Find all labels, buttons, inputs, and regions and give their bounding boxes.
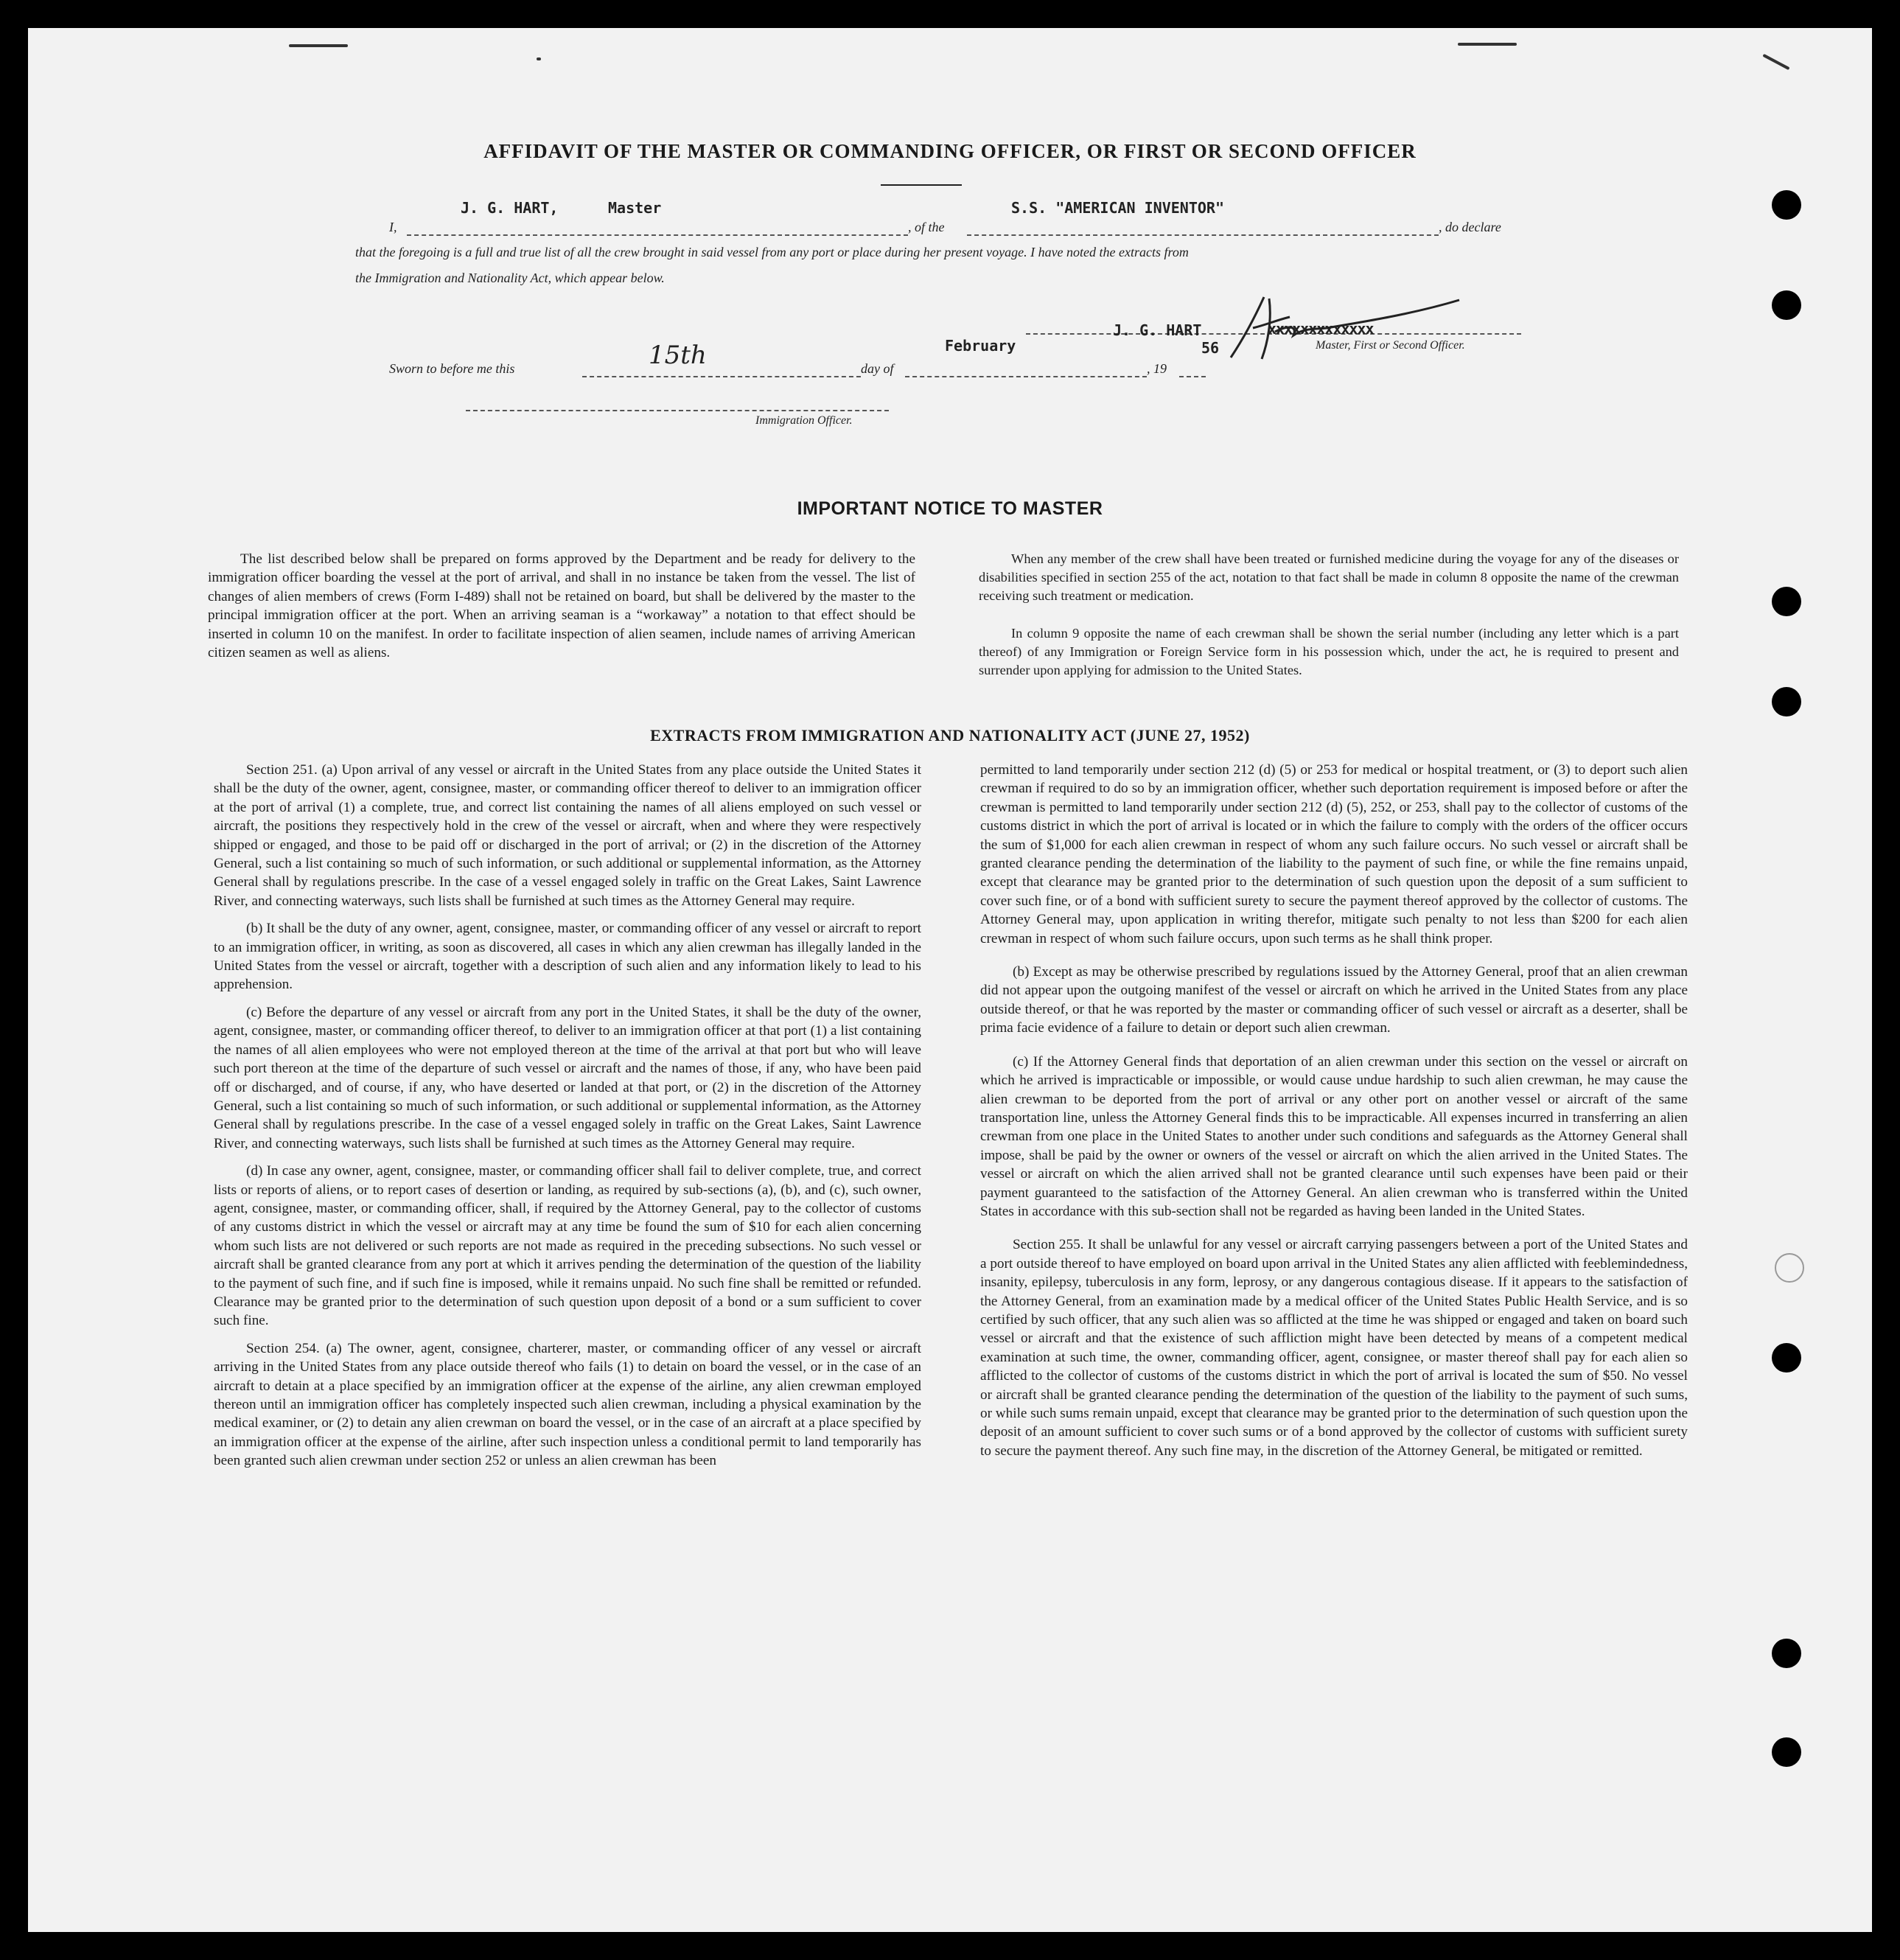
notice-title: IMPORTANT NOTICE TO MASTER — [797, 498, 1103, 519]
declarant-blank — [407, 234, 908, 236]
declaration-line-1: that the foregoing is a full and true list of all the crew brought in said vessel from any port or place during her present voyage. I have noted the extracts from — [355, 245, 1189, 259]
sworn-label: Sworn to before me this — [389, 361, 515, 376]
punch-hole — [1772, 587, 1801, 616]
extracts-left-column — [214, 761, 921, 1479]
year-typed: 56 — [1201, 339, 1220, 357]
title-rule — [881, 184, 962, 186]
year-label: , 19 — [1147, 361, 1167, 376]
section-254-c: (c) If the Attorney General finds that deportation of an alien crewman under this section on the vessel or aircraft on which he arrived is impracticable or impossible, or would cause undue hardship to such alien crewman, he may cause the alien crewman to be deported from the port of arrival or any other port on another vessel or aircraft of the same transportation line, unless the Attorney General finds this to be impracticable. All expenses incurred in transferring an alien crewman from one place in the United States to another under such conditions and safeguards as the Attorney General shall impose, shall be paid by the owner or owners of the vessel or aircraft on which the alien arrived in the United States. The vessel or aircraft on which the alien arrived shall not be granted clearance until such expenses have been paid or their payment guaranteed to the satisfaction of the Attorney General. An alien crewman who is transferred within the United States in accordance with this sub-section shall not be regarded as having been landed in the United States. — [980, 1053, 1688, 1219]
section-251-a: Section 251. (a) Upon arrival of any vessel or aircraft in the United States from any place outside the United States it shall be the duty of the owner, agent, consignee, master, or commanding officer thereof to deliver to an immigration officer at the port of arrival (1) a complete, true, and correct list containing the names of all aliens employed on such vessel or aircraft, the positions they respectively hold in the crew of the vessel or aircraft, when and where they were respectively shipped or engaged, and those to be paid off or discharged in the port of arrival; or (2) in the discretion of the Attorney General, such a list containing so much of such information, or such additional or supplemental information, as the Attorney General shall by regulations prescribe. In the case of a vessel engaged solely in traffic on the Great Lakes, Saint Lawrence River, and connecting waterways, such lists shall be furnished at such times as the Attorney General may require. — [214, 762, 921, 909]
master-rank-typed: Master — [608, 199, 662, 217]
signature-label: Master, First or Second Officer. — [1316, 339, 1465, 352]
do-declare-label: , do declare — [1439, 220, 1501, 234]
affidavit-title: AFFIDAVIT OF THE MASTER OR COMMANDING OFFICER, OR FIRST OR SECOND OFFICER — [483, 140, 1417, 162]
notice-right-paragraph-1: When any member of the crew shall have been treated or furnished medicine during the voyage for any of the diseases or disabilities specified in section 255 of the act, notation to that fact shall be made in column 8 opposite the name of the crewman receiving such treatment or medication. — [979, 551, 1679, 604]
punch-hole — [1772, 1737, 1801, 1767]
section-251-b: (b) It shall be the duty of any owner, agent, consignee, master, or commanding officer of any vessel or aircraft to report to an immigration officer, in writing, as soon as discovered, all cases in which any alien crewman has illegally landed in the United States from the vessel or aircraft, together with a description of such alien and any information likely to lead to his apprehension. — [214, 921, 921, 993]
struck-through-text: xxxxxxxxxxxxx — [1268, 320, 1374, 338]
punch-hole — [1772, 1639, 1801, 1668]
day-of-label: day of — [861, 361, 894, 376]
section-254-a: Section 254. (a) The owner, agent, consignee, charterer, master, or commanding officer of any vessel or aircraft arriving in the United States from any place outside thereof who fails (1) to detain on board the vessel, or in the case of an aircraft to detain at a place specified by an immigration officer at the expense of the airline, any alien crewman employed thereon until an immigration officer has completely inspected such alien crewman, including a physical examination by the medical examiner, or (2) to detain any alien crewman on board the vessel, or in the case of an aircraft at a place specified by an immigration officer at the expense of the airline, after such inspection unless a conditional permit to land temporarily has been granted such alien crewman under section 252 or unless an alien crewman has been — [214, 1340, 921, 1469]
punch-hole — [1772, 190, 1801, 220]
section-254-b: (b) Except as may be otherwise prescribed by regulations issued by the Attorney General, proof that an alien crewman did not appear upon the outgoing manifest of the vessel or aircraft on which he arrived in the United States from any place outside thereof, or that he was reported by the master or commanding officer of such vessel or aircraft as a deserter, shall be prima facie evidence of a failure to detain or deport such alien crewman. — [980, 964, 1688, 1036]
scan-speck — [537, 57, 541, 60]
punch-hole-outline — [1775, 1253, 1804, 1283]
notice-left-paragraph: The list described below shall be prepared on forms approved by the Department and be ready for delivery to the immigration officer boarding the vessel at the port of arrival, and shall in no instance be taken from the vessel. The list of changes of alien members of crews (Form I-489) shall not be retained on board, but shall be delivered by the master to the principal immigration officer at the port. When an arriving seaman is a “workaway” a notation to that effect should be inserted in column 10 on the manifest. In order to facilitate inspection of alien seamen, include names of arriving American citizen seamen as well as aliens. — [208, 551, 915, 661]
officer-label: Immigration Officer. — [755, 414, 853, 427]
punch-hole — [1772, 290, 1801, 320]
declaration-line-2: the Immigration and Nationality Act, which appear below. — [355, 271, 665, 285]
section-255: Section 255. It shall be unlawful for any vessel or aircraft carrying passengers between a port of the United States and a port outside thereof to have employed on board upon arrival in the United States any alien afflicted with feeblemindedness, insanity, epilepsy, tuberculosis in any form, leprosy, or any dangerous contagious disease. If it appears to the satisfaction of the Attorney General, from an examination made by a medical officer of the United States Public Health Service, and is so certified by such officer, that any such alien was so afflicted at the time he was shipped or engaged and taken on board such vessel or aircraft and that the existence of such affliction might have been detected by means of a competent medical examination at such time, the owner, commanding officer, agent, consignee, or master thereof shall pay for each alien so afflicted to the collector of customs of the customs district in which the port of arrival is located the sum of $50. No vessel or aircraft shall be granted clearance pending the determination of the question of the liability to the payment of such sums, or while such sums remain unpaid, except that clearance may be granted prior to the determination of such question upon the deposit of an amount sufficient to cover such sums or of a bond approved by the collector of customs with sufficient surety to secure the payment thereof. Any such fine may, in the discretion of the Attorney General, be mitigated or remitted. — [980, 1237, 1688, 1459]
notice-right-paragraph-2: In column 9 opposite the name of each crewman shall be shown the serial number (including any letter which is a part thereof) of any Immigration or Foreign Service form in his possession which, under the act, he is required to present and surrender upon applying for admission to the United States. — [979, 626, 1679, 678]
day-handwritten: 15th — [649, 341, 707, 370]
of-the-label: , of the — [908, 220, 945, 234]
section-251-d: (d) In case any owner, agent, consignee, master, or commanding officer shall fail to deliver complete, true, and correct lists or reports of aliens, or to report cases of desertion or landing, as required by sub-sections (a), (b), and (c), such owner, agent, consignee, master, or commanding officer, shall, if required by the Attorney General, pay to the collector of customs of any customs district in which the vessel or aircraft may at any time be found the sum of $10 for each alien concerning whom such lists are not delivered or such reports are not made as required in the preceding subsections. No such vessel or aircraft shall be granted clearance from any port at which it arrives pending the determination of the question of the liability to the payment of such fine, and if such fine is imposed, while it remains unpaid. No such fine shall be remitted or refunded. Clearance may be granted prior to the determination of such question upon deposit of a bond or a sum sufficient to cover such fine. — [214, 1163, 921, 1329]
scan-speck — [1458, 43, 1517, 46]
section-251-c: (c) Before the departure of any vessel or aircraft from any port in the United States, it shall be the duty of the owner, agent, consignee, master, or commanding officer thereof, to deliver to an immigration officer at that port (1) a list containing the names of all alien employees who were not employed thereon at the time of the arrival at that port but who will leave such port thereon at the time of the departure of such vessel or aircraft and the names of those, if any, who have been paid off or discharged, and of course, if any, who have deserted or landed at that port, or (2) in the discretion of the Attorney General, such a list containing so much of such information, or such additional or supplemental information, as the Attorney General shall by regulations prescribe. In the case of a vessel engaged solely in traffic on the Great Lakes, Saint Lawrence River, and connecting waterways, such lists shall be furnished at such times as the Attorney General may require. — [214, 1004, 921, 1151]
extracts-right-column — [980, 761, 1688, 1469]
officer-signature-blank — [466, 410, 889, 411]
signer-name-typed: J. G. HART — [1113, 321, 1202, 339]
punch-hole — [1772, 1343, 1801, 1373]
section-254-a-continued: permitted to land temporarily under section 212 (d) (5) or 253 for medical or hospital treatment, or (3) to deport such alien crewman if required to do so by an immigration officer, whether such deportation requirement is imposed before or after the crewman is permitted to land temporarily under section 212 (d) (5), 252, or 253, shall pay to the collector of customs of the customs district in which the port of arrival is located or in which the failure to comply with the orders of the officer occurs the sum of $1,000 for each alien crewman in respect of whom any such failure occurs. No such vessel or aircraft shall be granted clearance pending the determination of the liability to the payment of such fine, or while the fine remains unpaid, except that clearance may be granted prior to the determination of such question upon the deposit of a sum sufficient to cover such fine, or of a bond with sufficient surety to secure the payment thereof approved by the collector of customs. The Attorney General may, upon application in writing therefor, mitigate such penalty to not less than $200 for each alien crewman in respect of whom such failure occurs, upon such terms as he shall think proper. — [980, 762, 1688, 946]
master-name-typed: J. G. HART, — [461, 199, 559, 217]
day-blank — [582, 376, 861, 377]
year-blank — [1179, 376, 1206, 377]
month-typed: February — [945, 337, 1016, 355]
vessel-blank — [967, 234, 1439, 236]
scan-speck — [289, 44, 348, 47]
declarant-line-label: I, — [389, 220, 397, 234]
punch-hole — [1772, 687, 1801, 716]
vessel-name-typed: S.S. "AMERICAN INVENTOR" — [1011, 199, 1224, 217]
handwritten-signature — [1223, 291, 1467, 365]
month-blank — [905, 376, 1147, 377]
extracts-title: EXTRACTS FROM IMMIGRATION AND NATIONALITY ACT (JUNE 27, 1952) — [650, 726, 1250, 744]
